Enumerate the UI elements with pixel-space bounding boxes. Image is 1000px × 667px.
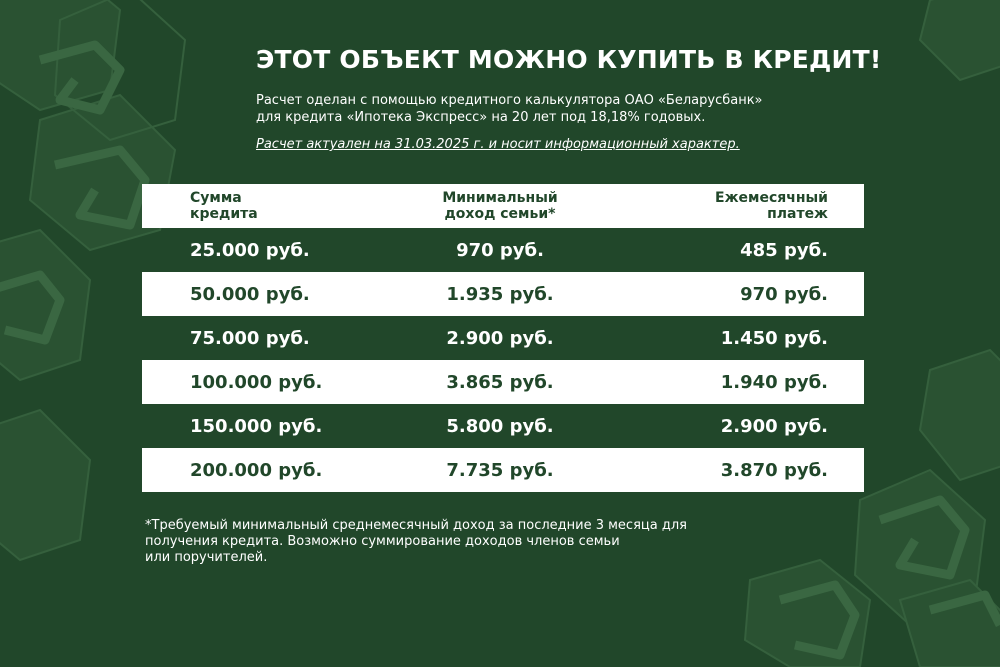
cell-monthly-payment: 485 руб.	[740, 239, 828, 261]
footnote	[145, 518, 745, 566]
cell-loan-amount: 50.000 руб.	[190, 283, 310, 305]
relevance-note: Расчет актуален на 31.03.2025 г. и носит информационный характер.	[256, 137, 740, 152]
table-row	[142, 448, 864, 492]
cell-min-income: 5.800 руб.	[446, 415, 554, 437]
cell-min-income: 7.735 руб.	[446, 459, 554, 481]
page-title: ЭТОТ ОБЪЕКТ МОЖНО КУПИТЬ В КРЕДИТ!	[256, 45, 882, 74]
cell-min-income: 1.935 руб.	[446, 283, 554, 305]
table-row	[142, 272, 864, 316]
footnote-line: получения кредита. Возможно суммирование доходов членов семьи	[145, 534, 620, 549]
description-line: Расчет оделан с помощью кредитного калькулятора ОАО «Беларусбанк»	[256, 93, 763, 108]
table-row	[142, 228, 864, 272]
footnote-line: *Требуемый минимальный среднемесячный доход за последние 3 месяца для	[145, 518, 687, 533]
credit-table	[142, 184, 864, 492]
cell-loan-amount: 150.000 руб.	[190, 415, 323, 437]
cell-monthly-payment: 970 руб.	[740, 283, 828, 305]
cell-min-income: 970 руб.	[456, 239, 544, 261]
cell-loan-amount: 25.000 руб.	[190, 239, 310, 261]
cell-loan-amount: 200.000 руб.	[190, 459, 323, 481]
cell-monthly-payment: 3.870 руб.	[720, 459, 828, 481]
footnote-line: или поручителей.	[145, 550, 268, 565]
cell-monthly-payment: 1.940 руб.	[720, 371, 828, 393]
cell-monthly-payment: 2.900 руб.	[720, 415, 828, 437]
cell-loan-amount: 100.000 руб.	[190, 371, 323, 393]
table-row	[142, 360, 864, 404]
header-min-income: Минимальный доход семьи*	[442, 190, 558, 222]
description	[256, 92, 876, 126]
description-line: для кредита «Ипотека Экспресс» на 20 лет под 18,18% годовых.	[256, 110, 706, 125]
cell-min-income: 3.865 руб.	[446, 371, 554, 393]
cell-min-income: 2.900 руб.	[446, 327, 554, 349]
table-row	[142, 316, 864, 360]
header-loan-amount: Сумма кредита	[190, 190, 258, 222]
cell-monthly-payment: 1.450 руб.	[720, 327, 828, 349]
table-row	[142, 404, 864, 448]
cell-loan-amount: 75.000 руб.	[190, 327, 310, 349]
table-header	[142, 184, 864, 228]
header-monthly-payment: Ежемесячный платеж	[715, 190, 828, 222]
